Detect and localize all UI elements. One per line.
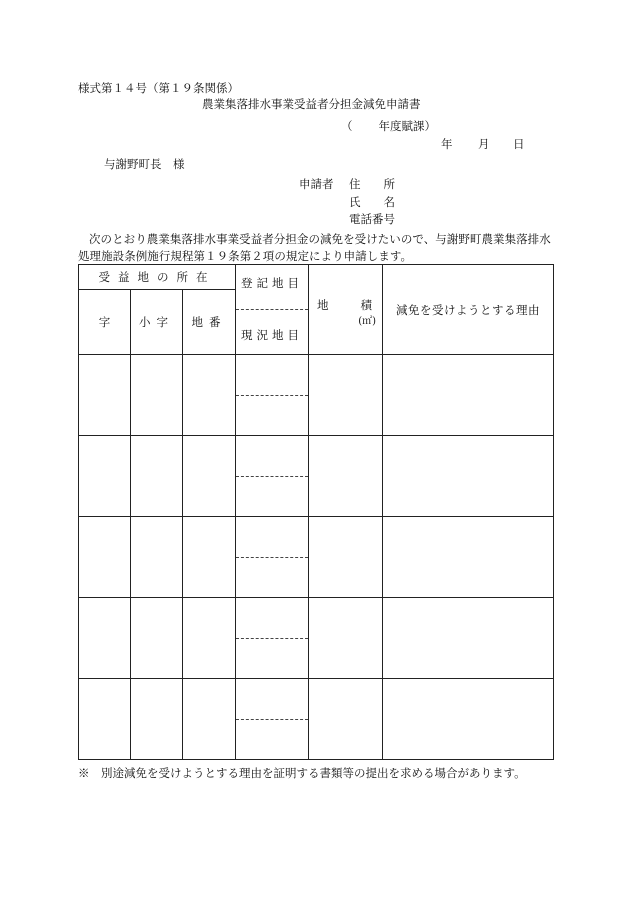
name-label: 氏 名 <box>349 195 395 209</box>
area-cell[interactable] <box>309 436 383 517</box>
table-row <box>79 598 554 679</box>
table-row <box>79 355 554 436</box>
category-divider <box>236 557 308 558</box>
area-label-2: 積 <box>360 298 373 312</box>
phone-label: 電話番号 <box>349 212 395 226</box>
applicant-label: 申請者 <box>299 177 334 191</box>
reason-cell[interactable] <box>383 436 554 517</box>
category-divider <box>236 476 308 477</box>
footnote: ※ 別途減免を受けようとする理由を証明する書類等の提出を求める場合があります。 <box>78 766 526 780</box>
area-cell[interactable] <box>309 355 383 436</box>
koaza-cell[interactable] <box>131 517 183 598</box>
koaza-cell[interactable] <box>131 679 183 760</box>
reason-header: 減免を受けようとする理由 <box>383 265 554 355</box>
area-cell[interactable] <box>309 679 383 760</box>
date-month-label: 月 <box>478 137 490 151</box>
area-unit: (㎡) <box>358 316 377 327</box>
koaza-cell[interactable] <box>131 436 183 517</box>
chiban-cell[interactable] <box>183 355 236 436</box>
fiscal-year-line <box>341 119 436 133</box>
chiban-cell[interactable] <box>183 517 236 598</box>
aza-cell[interactable] <box>79 679 131 760</box>
date-day-label: 日 <box>513 137 525 151</box>
reason-cell[interactable] <box>383 517 554 598</box>
table-row <box>79 679 554 760</box>
category-cell[interactable] <box>236 436 309 517</box>
category-divider <box>236 719 308 720</box>
category-divider <box>236 309 308 310</box>
aza-header: 字 <box>79 290 131 355</box>
chiban-cell[interactable] <box>183 436 236 517</box>
reason-cell[interactable] <box>383 679 554 760</box>
document-title: 農業集落排水事業受益者分担金減免申請書 <box>202 97 421 111</box>
aza-cell[interactable] <box>79 436 131 517</box>
table-row <box>79 436 554 517</box>
chiban-cell[interactable] <box>183 598 236 679</box>
area-label-1: 地 <box>317 298 329 312</box>
application-statement: 次のとおり農業集落排水事業受益者分担金の減免を受けたいので、与謝野町農業集落排水処理施設条例施行規程第１９条第２項の規定により申請します。 <box>78 232 551 263</box>
fiscal-year-close: 年度賦課） <box>378 119 436 133</box>
fiscal-year-open: （ <box>341 119 353 133</box>
addressee: 与謝野町長 様 <box>104 157 185 171</box>
category-cell[interactable] <box>236 517 309 598</box>
reason-cell[interactable] <box>383 355 554 436</box>
address-label: 住 所 <box>349 177 395 191</box>
date-year-label: 年 <box>441 137 453 151</box>
aza-cell[interactable] <box>79 517 131 598</box>
category-divider <box>236 395 308 396</box>
area-cell[interactable] <box>309 517 383 598</box>
land-category-header <box>236 265 309 355</box>
aza-cell[interactable] <box>79 598 131 679</box>
category-cell[interactable] <box>236 598 309 679</box>
chiban-header: 地番 <box>183 290 236 355</box>
area-header <box>309 265 383 355</box>
chiban-cell[interactable] <box>183 679 236 760</box>
reason-cell[interactable] <box>383 598 554 679</box>
category-divider <box>236 638 308 639</box>
table-row <box>79 517 554 598</box>
registered-category-header: 登記地目 <box>241 276 304 290</box>
area-cell[interactable] <box>309 598 383 679</box>
location-header: 受益地の所在 <box>79 265 236 290</box>
koaza-cell[interactable] <box>131 355 183 436</box>
land-table <box>78 264 554 760</box>
current-category-header: 現況地目 <box>241 328 304 342</box>
koaza-header: 小字 <box>131 290 183 355</box>
category-cell[interactable] <box>236 679 309 760</box>
aza-cell[interactable] <box>79 355 131 436</box>
koaza-cell[interactable] <box>131 598 183 679</box>
form-number: 様式第１４号（第１９条関係） <box>78 81 239 95</box>
category-cell[interactable] <box>236 355 309 436</box>
